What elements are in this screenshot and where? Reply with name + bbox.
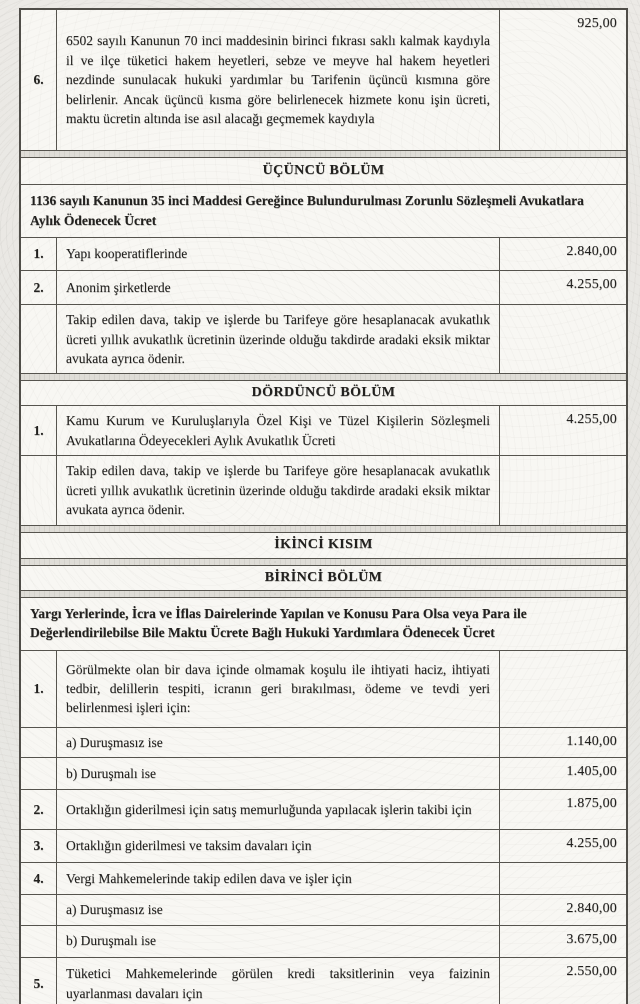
row-description-text: Ortaklığın giderilmesi için satış memurluğunda yapılacak işlerin takibi için	[66, 801, 472, 817]
table-row	[21, 237, 626, 270]
table-row	[21, 957, 626, 1004]
row-number: 5.	[21, 958, 57, 1004]
row-amount: 2.550,00	[566, 963, 617, 979]
section-title-row: İKİNCİ KISIM	[21, 532, 626, 558]
row-description-text: Tüketici Mahkemelerinde görülen kredi taksitlerinin veya faizinin uyarlanması davaları için	[66, 966, 490, 1001]
row-amount: 2.840,00	[566, 244, 617, 260]
row-description	[57, 651, 500, 727]
scan-gap-band	[21, 525, 626, 532]
table-row	[21, 862, 626, 894]
section-title-row: ÜÇÜNCÜ BÖLÜM	[21, 157, 626, 184]
row-number	[21, 456, 57, 524]
row-description-text: Görülmekte olan bir dava içinde olmamak koşulu ile ihtiyati haciz, ihtiyati tedbir, delillerin tespiti, icranın geri bırakılması, ödeme ve tevdi yeri belirlenmesi işleri için:	[66, 661, 490, 716]
table-row	[21, 894, 626, 924]
row-description	[57, 758, 500, 789]
row-number	[21, 305, 57, 373]
row-number: 1.	[21, 406, 57, 455]
row-description	[57, 10, 500, 150]
row-description	[57, 830, 500, 862]
row-amount	[500, 863, 626, 894]
row-description-text: Anonim şirketlerde	[66, 279, 171, 295]
row-number	[21, 728, 57, 757]
row-number: 1.	[21, 651, 57, 727]
table-header-row: 1136 sayılı Kanunun 35 inci Maddesi Gereğince Bulundurulması Zorunlu Sözleşmeli Avukatlara Aylık Ödenecek Ücret	[21, 184, 626, 237]
row-number: 2.	[21, 790, 57, 829]
table-row	[21, 270, 626, 304]
row-amount: 4.255,00	[566, 277, 617, 293]
row-description-text: b) Duruşmalı ise	[66, 933, 156, 949]
row-amount: 4.255,00	[566, 412, 617, 428]
row-description-text: a) Duruşmasız ise	[66, 902, 163, 918]
row-description	[57, 271, 500, 304]
row-number: 3.	[21, 830, 57, 862]
row-amount: 4.255,00	[566, 836, 617, 852]
row-description	[57, 406, 500, 455]
table-row	[21, 925, 626, 957]
row-description-text: Ortaklığın giderilmesi ve taksim davaları için	[66, 838, 312, 854]
scan-gap-band	[21, 373, 626, 380]
table-row	[21, 829, 626, 862]
row-description	[57, 305, 500, 373]
row-number: 1.	[21, 238, 57, 270]
row-description	[57, 958, 500, 1004]
row-description	[57, 456, 500, 524]
row-amount: 3.675,00	[566, 931, 617, 947]
row-number	[21, 926, 57, 957]
table-row	[21, 789, 626, 829]
row-amount: 2.840,00	[566, 901, 617, 917]
row-description-text: 6502 sayılı Kanunun 70 inci maddesinin birinci fıkrası saklı kalmak kaydıyla il ve ilçe tüketici hakem heyetleri, sebze ve meyve hal hakem heyetleri nezdinde sunulacak hukuki yardımlar bu Tarifenin üçüncü kısmına göre belirlenir. Ancak üçüncü kısma göre belirlenecek hizmete konu işin ücreti, maktu ücretin altında ise asıl alacağı geçmemek kaydıyla	[66, 33, 490, 127]
row-description	[57, 895, 500, 924]
table-row	[21, 10, 626, 150]
row-amount: 1.140,00	[566, 733, 617, 749]
row-number	[21, 895, 57, 924]
row-amount: 1.875,00	[566, 796, 617, 812]
scan-gap-band	[21, 590, 626, 597]
row-description-text: a) Duruşmasız ise	[66, 734, 163, 750]
row-description-text: Yapı kooperatiflerinde	[66, 246, 188, 262]
row-description	[57, 790, 500, 829]
table-row	[21, 455, 626, 524]
row-description	[57, 728, 500, 757]
table-row	[21, 650, 626, 727]
row-description-text: Takip edilen dava, takip ve işlerde bu Tarifeye göre hesaplanacak avukatlık ücreti yıllık avukatlık ücretinin üzerinde olduğu takdirde aradaki eksik miktar avukata ayrıca ödenir.	[66, 463, 490, 518]
row-description	[57, 238, 500, 270]
row-number: 6.	[21, 10, 57, 150]
section-title-row: DÖRDÜNCÜ BÖLÜM	[21, 380, 626, 405]
row-amount	[500, 305, 626, 373]
row-amount	[500, 456, 626, 524]
table-header-row: Yargı Yerlerinde, İcra ve İflas Dairelerinde Yapılan ve Konusu Para Olsa veya Para ile Değerlendirilebilse Bile Maktu Ücrete Bağlı Hukuki Yardımlara Ödenecek Ücret	[21, 597, 626, 650]
row-amount: 1.405,00	[566, 764, 617, 780]
table-row	[21, 757, 626, 789]
row-description	[57, 926, 500, 957]
row-amount	[500, 651, 626, 727]
table-row	[21, 304, 626, 373]
table-row	[21, 727, 626, 757]
row-description-text: b) Duruşmalı ise	[66, 765, 156, 781]
row-amount: 925,00	[577, 16, 617, 31]
tariff-table	[19, 8, 628, 1004]
table-row	[21, 405, 626, 455]
row-number: 4.	[21, 863, 57, 894]
row-description-text: Takip edilen dava, takip ve işlerde bu Tarifeye göre hesaplanacak avukatlık ücreti yıllık avukatlık ücretinin üzerinde olduğu takdirde aradaki eksik miktar avukata ayrıca ödenir.	[66, 312, 490, 366]
section-title-row: BİRİNCİ BÖLÜM	[21, 565, 626, 590]
row-number	[21, 758, 57, 789]
scan-gap-band	[21, 558, 626, 565]
row-description	[57, 863, 500, 894]
row-description-text: Kamu Kurum ve Kuruluşlarıyla Özel Kişi ve Tüzel Kişilerin Sözleşmeli Avukatlarına Ödeyecekleri Aylık Avukatlık Ücreti	[66, 413, 490, 448]
scan-gap-band	[21, 150, 626, 157]
row-description-text: Vergi Mahkemelerinde takip edilen dava ve işler için	[66, 870, 352, 886]
row-number: 2.	[21, 271, 57, 304]
